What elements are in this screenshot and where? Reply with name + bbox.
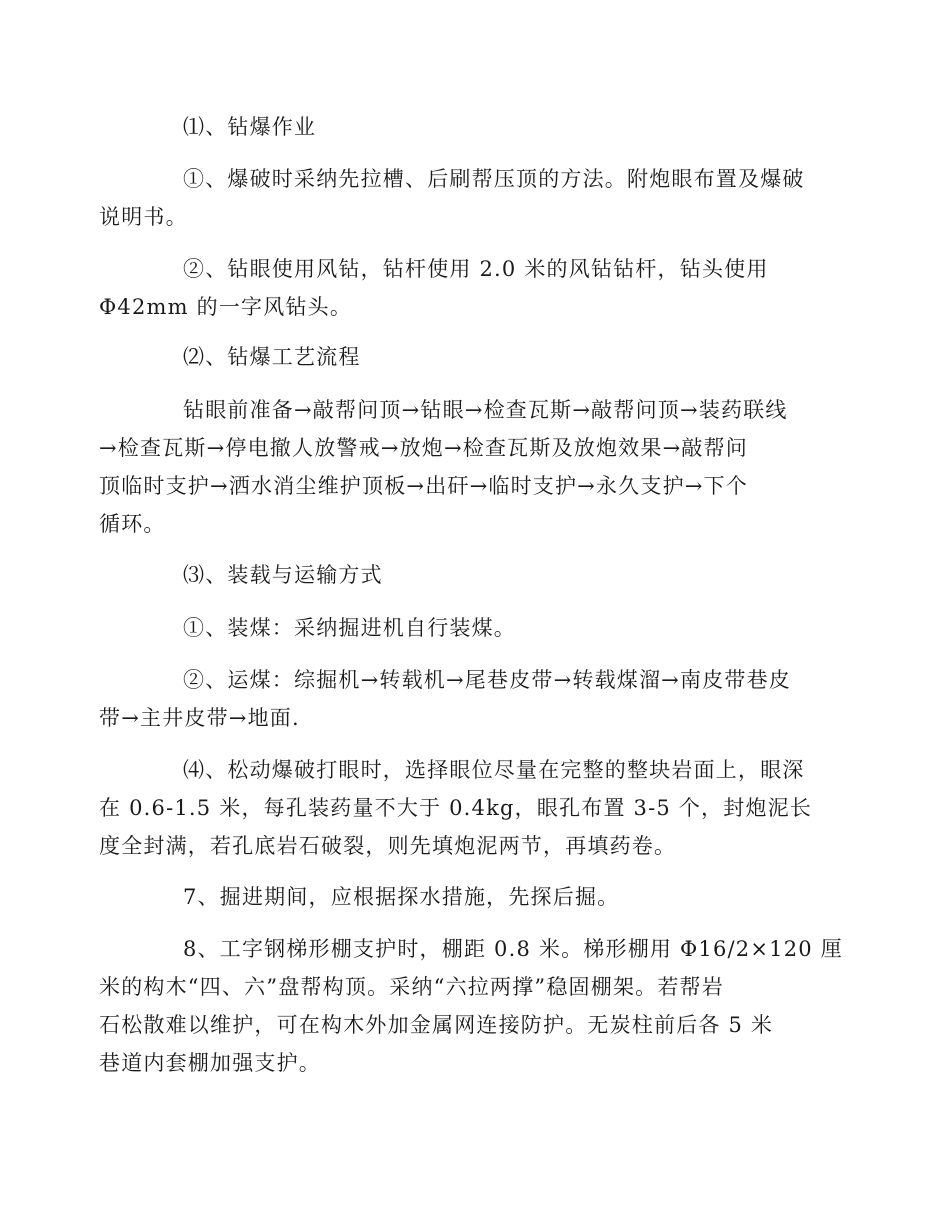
paragraph-coal-transport <box>99 661 811 737</box>
text-line: →检查瓦斯→停电撤人放警戒→放炮→检查瓦斯及放炮效果→敲帮问 <box>99 436 748 460</box>
paragraph-shed-support <box>99 930 843 1082</box>
paragraph-coal-loading <box>141 609 811 647</box>
heading-process-flow <box>141 338 811 376</box>
paragraph-blasting-method <box>99 160 811 236</box>
heading-drilling-blasting <box>141 108 811 146</box>
paragraph-water-exploration <box>141 878 811 916</box>
text-line: 带→主井皮带→地面. <box>99 706 300 730</box>
text-line: 巷道内套棚加强支护。 <box>99 1051 321 1075</box>
paragraph-loose-blasting <box>99 751 813 865</box>
text-line: ②、钻眼使用风钻，钻杆使用 2.0 米的风钻钻杆，钻头使用 <box>183 257 769 281</box>
text-line: Φ42mm 的一字风钻头。 <box>99 295 353 319</box>
heading-loading-transport <box>141 556 811 594</box>
text-line: ②、运煤：综掘机→转载机→尾巷皮带→转载煤溜→南皮带巷皮 <box>183 668 791 692</box>
text-line: 顶临时支护→洒水消尘维护顶板→出矸→临时支护→永久支护→下个 <box>99 474 748 498</box>
text-line: 8、工字钢梯形棚支护时，棚距 0.8 米。梯形棚用 Φ16/2×120 厘 <box>183 937 843 961</box>
text-line: ⑷、松动爆破打眼时，选择眼位尽量在完整的整块岩面上，眼深 <box>183 758 805 782</box>
paragraph-drilling-tools <box>99 250 811 326</box>
text-line: 在 0.6-1.5 米，每孔装药量不大于 0.4kg，眼孔布置 3-5 个，封炮泥长 <box>99 796 813 820</box>
text-line: 说明书。 <box>99 205 188 229</box>
text-line: 米的构木“四、六”盘帮构顶。采纳“六拉两撑”稳固棚架。若帮岩 <box>99 975 724 999</box>
text-line: 钻眼前准备→敲帮问顶→钻眼→检查瓦斯→敲帮问顶→装药联线 <box>183 398 788 422</box>
paragraph-process-steps <box>99 391 811 543</box>
text-line: ⑶、装载与运输方式 <box>183 563 383 587</box>
text-line: 石松散难以维护，可在构木外加金属网连接防护。无炭柱前后各 5 米 <box>99 1013 774 1037</box>
text-line: ①、爆破时采纳先拉槽、后刷帮压顶的方法。附炮眼布置及爆破 <box>183 167 805 191</box>
text-line: ①、装煤：采纳掘进机自行装煤。 <box>183 616 516 640</box>
text-line: 7、掘进期间，应根据探水措施，先探后掘。 <box>183 885 620 909</box>
text-line: 度全封满，若孔底岩石破裂，则先填炮泥两节，再填药卷。 <box>99 834 677 858</box>
text-line: ⑵、钻爆工艺流程 <box>183 345 361 369</box>
text-line: ⑴、钻爆作业 <box>183 115 317 139</box>
text-line: 循环。 <box>99 512 166 536</box>
